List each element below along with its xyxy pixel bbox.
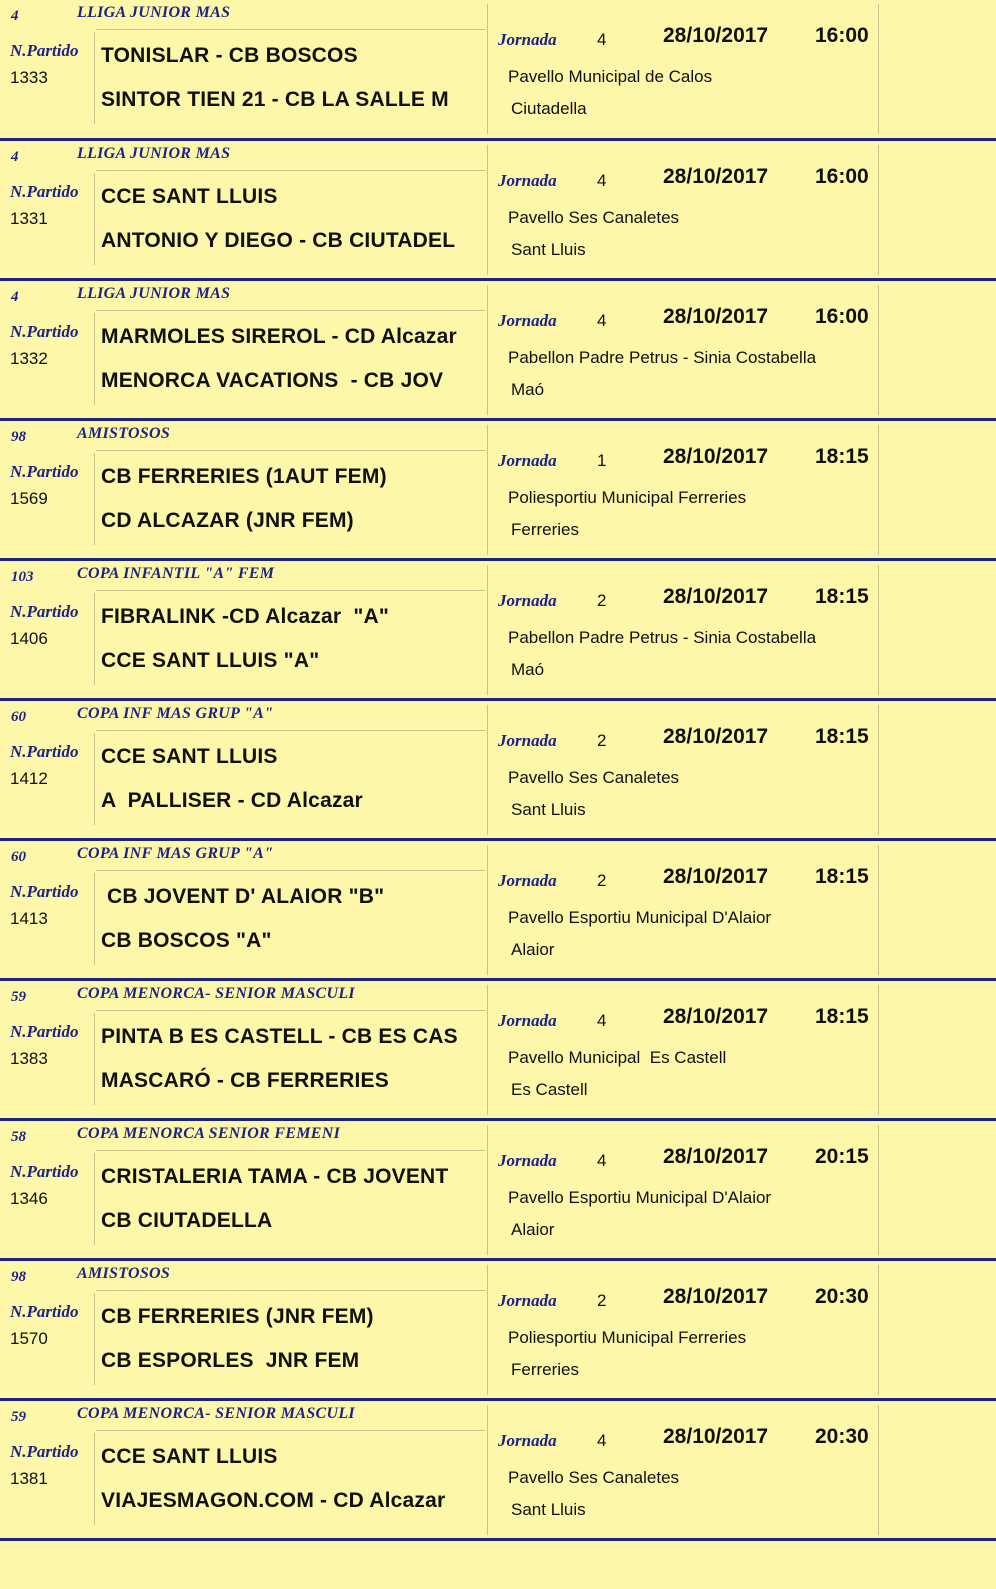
league-name: LLIGA JUNIOR MAS: [77, 4, 231, 21]
divider: [487, 1125, 488, 1255]
home-team: MARMOLES SIREROL - CD Alcazar: [101, 325, 457, 348]
match-time: 20:30: [815, 1425, 869, 1448]
away-team: CD ALCAZAR (JNR FEM): [101, 509, 354, 532]
town: Sant Lluis: [511, 240, 586, 259]
divider: [94, 733, 95, 825]
match-time: 18:15: [815, 865, 869, 888]
competition-code: 4: [11, 149, 19, 165]
round-label: Jornada: [498, 591, 557, 610]
match-time: 18:15: [815, 445, 869, 468]
away-team: ANTONIO Y DIEGO - CB CIUTADEL: [101, 229, 456, 252]
competition-code: 60: [11, 849, 26, 865]
divider: [96, 450, 485, 451]
town: Sant Lluis: [511, 800, 586, 819]
town: Maó: [511, 380, 545, 399]
match-number-label: N.Partido: [10, 1022, 79, 1041]
match-time: 16:00: [815, 165, 869, 188]
divider: [878, 565, 879, 695]
town: Es Castell: [511, 1080, 588, 1099]
match-number-label: N.Partido: [10, 602, 79, 621]
divider: [94, 313, 95, 405]
round-label: Jornada: [498, 451, 557, 470]
round-label: Jornada: [498, 30, 557, 49]
round-number: 4: [597, 1151, 607, 1170]
match-number: 1331: [10, 209, 48, 228]
league-name: COPA INF MAS GRUP "A": [77, 705, 274, 722]
divider: [94, 593, 95, 685]
divider: [487, 145, 488, 275]
match-time: 18:15: [815, 725, 869, 748]
home-team: CRISTALERIA TAMA - CB JOVENT: [101, 1165, 449, 1188]
league-name: LLIGA JUNIOR MAS: [77, 285, 231, 302]
divider: [487, 705, 488, 835]
match-date: 28/10/2017: [663, 865, 769, 888]
league-name: COPA MENORCA- SENIOR MASCULI: [77, 985, 355, 1002]
match-card-1333: [0, 0, 996, 141]
match-card-1413: [0, 841, 996, 981]
home-team: CCE SANT LLUIS: [101, 1445, 278, 1468]
match-date: 28/10/2017: [663, 585, 769, 608]
round-label: Jornada: [498, 1431, 557, 1450]
divider: [878, 425, 879, 555]
match-card-1569: [0, 421, 996, 561]
match-number-label: N.Partido: [10, 882, 79, 901]
town: Maó: [511, 660, 545, 679]
match-date: 28/10/2017: [663, 1145, 769, 1168]
away-team: CCE SANT LLUIS "A": [101, 649, 320, 672]
competition-code: 98: [11, 429, 26, 445]
competition-code: 59: [11, 1409, 26, 1425]
divider: [878, 285, 879, 415]
divider: [94, 1013, 95, 1105]
divider: [487, 4, 488, 134]
divider: [878, 1405, 879, 1535]
match-number: 1412: [10, 769, 48, 788]
divider: [96, 310, 485, 311]
divider: [487, 1265, 488, 1395]
match-number: 1381: [10, 1469, 48, 1488]
divider: [94, 1433, 95, 1525]
round-number: 1: [597, 451, 607, 470]
divider: [487, 1405, 488, 1535]
divider: [96, 590, 485, 591]
round-number: 2: [597, 731, 607, 750]
venue: Poliesportiu Municipal Ferreries: [508, 488, 747, 507]
divider: [487, 425, 488, 555]
divider: [96, 29, 485, 30]
match-date: 28/10/2017: [663, 725, 769, 748]
divider: [878, 1125, 879, 1255]
divider: [487, 845, 488, 975]
competition-code: 60: [11, 709, 26, 725]
divider: [94, 873, 95, 965]
venue: Pavello Ses Canaletes: [508, 1468, 680, 1487]
round-label: Jornada: [498, 1291, 557, 1310]
home-team: CB FERRERIES (1AUT FEM): [101, 465, 387, 488]
home-team: CCE SANT LLUIS: [101, 745, 278, 768]
match-time: 18:15: [815, 1005, 869, 1028]
match-number: 1413: [10, 909, 48, 928]
match-card-1412: [0, 701, 996, 841]
divider: [487, 565, 488, 695]
match-card-1331: [0, 141, 996, 281]
divider: [878, 1265, 879, 1395]
match-number: 1569: [10, 489, 48, 508]
divider: [94, 1153, 95, 1245]
round-label: Jornada: [498, 1151, 557, 1170]
divider: [487, 285, 488, 415]
round-number: 2: [597, 871, 607, 890]
match-card-1383: [0, 981, 996, 1121]
match-number-label: N.Partido: [10, 462, 79, 481]
league-name: LLIGA JUNIOR MAS: [77, 145, 231, 162]
away-team: SINTOR TIEN 21 - CB LA SALLE M: [101, 88, 449, 111]
match-date: 28/10/2017: [663, 1425, 769, 1448]
match-time: 20:30: [815, 1285, 869, 1308]
divider: [96, 1010, 485, 1011]
match-date: 28/10/2017: [663, 1285, 769, 1308]
venue: Pavello Municipal Es Castell: [508, 1048, 727, 1067]
match-number: 1332: [10, 349, 48, 368]
divider: [94, 1293, 95, 1385]
round-number: 4: [597, 171, 607, 190]
round-label: Jornada: [498, 171, 557, 190]
venue: Poliesportiu Municipal Ferreries: [508, 1328, 747, 1347]
match-time: 20:15: [815, 1145, 869, 1168]
league-name: COPA INF MAS GRUP "A": [77, 845, 274, 862]
match-number: 1406: [10, 629, 48, 648]
round-number: 2: [597, 591, 607, 610]
divider: [94, 173, 95, 265]
match-number-label: N.Partido: [10, 322, 79, 341]
away-team: MASCARÓ - CB FERRERIES: [101, 1069, 389, 1092]
town: Ciutadella: [511, 99, 587, 118]
match-time: 16:00: [815, 24, 869, 47]
venue: Pabellon Padre Petrus - Sinia Costabella: [508, 348, 817, 367]
divider: [878, 845, 879, 975]
divider: [96, 870, 485, 871]
league-name: AMISTOSOS: [77, 1265, 171, 1282]
away-team: CB CIUTADELLA: [101, 1209, 273, 1232]
divider: [487, 985, 488, 1115]
match-time: 16:00: [815, 305, 869, 328]
match-card-1332: [0, 281, 996, 421]
match-card-1346: [0, 1121, 996, 1261]
round-number: 4: [597, 30, 607, 49]
competition-code: 4: [11, 8, 19, 24]
town: Sant Lluis: [511, 1500, 586, 1519]
divider: [96, 1150, 485, 1151]
home-team: CB FERRERIES (JNR FEM): [101, 1305, 374, 1328]
home-team: TONISLAR - CB BOSCOS: [101, 44, 358, 67]
competition-code: 58: [11, 1129, 26, 1145]
divider: [878, 4, 879, 134]
home-team: FIBRALINK -CD Alcazar "A": [101, 605, 390, 628]
match-card-1570: [0, 1261, 996, 1401]
home-team: CB JOVENT D' ALAIOR "B": [101, 885, 385, 908]
match-number-label: N.Partido: [10, 41, 79, 60]
away-team: CB BOSCOS "A": [101, 929, 272, 952]
match-number-label: N.Partido: [10, 742, 79, 761]
divider: [94, 32, 95, 124]
match-time: 18:15: [815, 585, 869, 608]
league-name: COPA MENORCA- SENIOR MASCULI: [77, 1405, 355, 1422]
venue: Pavello Ses Canaletes: [508, 208, 680, 227]
round-number: 4: [597, 1011, 607, 1030]
venue: Pavello Esportiu Municipal D'Alaior: [508, 908, 772, 927]
venue: Pavello Municipal de Calos: [508, 67, 713, 86]
divider: [878, 985, 879, 1115]
divider: [96, 1290, 485, 1291]
match-number: 1333: [10, 68, 48, 87]
divider: [878, 705, 879, 835]
match-date: 28/10/2017: [663, 24, 769, 47]
competition-code: 103: [11, 569, 34, 585]
match-card-1406: [0, 561, 996, 701]
match-number: 1383: [10, 1049, 48, 1068]
round-label: Jornada: [498, 1011, 557, 1030]
league-name: AMISTOSOS: [77, 425, 171, 442]
divider: [96, 730, 485, 731]
town: Ferreries: [511, 1360, 580, 1379]
league-name: COPA INFANTIL "A" FEM: [77, 565, 275, 582]
away-team: A PALLISER - CD Alcazar: [101, 789, 363, 812]
match-number-label: N.Partido: [10, 1442, 79, 1461]
town: Alaior: [511, 1220, 555, 1239]
match-number-label: N.Partido: [10, 1302, 79, 1321]
match-date: 28/10/2017: [663, 305, 769, 328]
competition-code: 59: [11, 989, 26, 1005]
match-number-label: N.Partido: [10, 182, 79, 201]
match-card-1381: [0, 1401, 996, 1541]
town: Alaior: [511, 940, 555, 959]
round-number: 4: [597, 311, 607, 330]
divider: [878, 145, 879, 275]
divider: [94, 453, 95, 545]
league-name: COPA MENORCA SENIOR FEMENI: [77, 1125, 341, 1142]
round-number: 4: [597, 1431, 607, 1450]
competition-code: 4: [11, 289, 19, 305]
match-date: 28/10/2017: [663, 165, 769, 188]
away-team: CB ESPORLES JNR FEM: [101, 1349, 360, 1372]
away-team: VIAJESMAGON.COM - CD Alcazar: [101, 1489, 446, 1512]
round-label: Jornada: [498, 731, 557, 750]
match-number: 1346: [10, 1189, 48, 1208]
home-team: PINTA B ES CASTELL - CB ES CAS: [101, 1025, 458, 1048]
competition-code: 98: [11, 1269, 26, 1285]
divider: [96, 170, 485, 171]
town: Ferreries: [511, 520, 580, 539]
round-label: Jornada: [498, 871, 557, 890]
round-label: Jornada: [498, 311, 557, 330]
venue: Pavello Ses Canaletes: [508, 768, 680, 787]
round-number: 2: [597, 1291, 607, 1310]
venue: Pabellon Padre Petrus - Sinia Costabella: [508, 628, 817, 647]
venue: Pavello Esportiu Municipal D'Alaior: [508, 1188, 772, 1207]
match-date: 28/10/2017: [663, 1005, 769, 1028]
match-date: 28/10/2017: [663, 445, 769, 468]
divider: [96, 1430, 485, 1431]
match-number-label: N.Partido: [10, 1162, 79, 1181]
away-team: MENORCA VACATIONS - CB JOV: [101, 369, 444, 392]
home-team: CCE SANT LLUIS: [101, 185, 278, 208]
match-number: 1570: [10, 1329, 48, 1348]
